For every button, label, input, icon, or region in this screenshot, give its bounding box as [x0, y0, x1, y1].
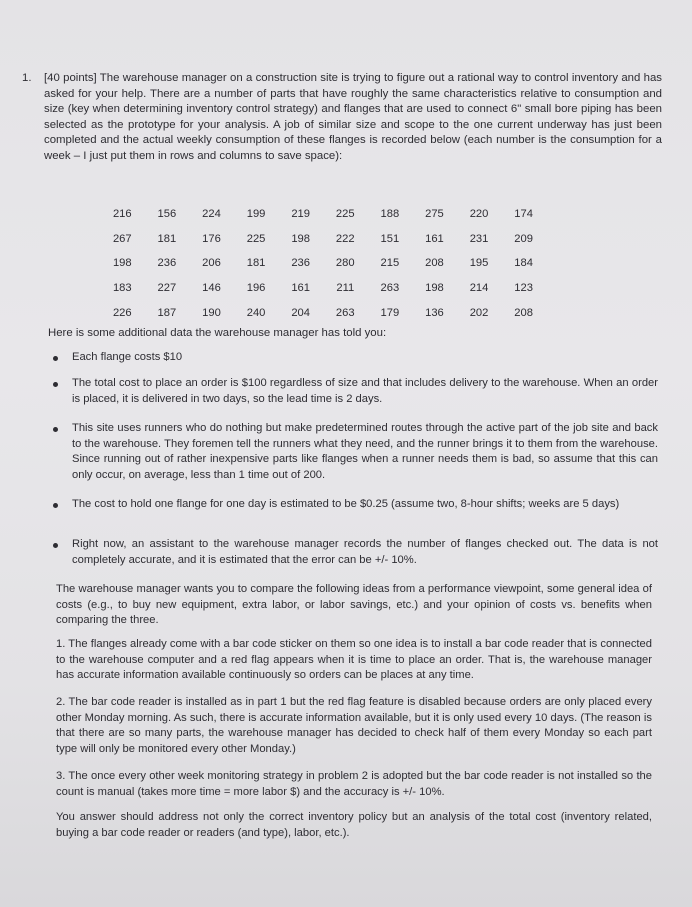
additional-data-intro: Here is some additional data the warehouse manager has told you:: [48, 327, 387, 339]
table-cell: 206: [202, 257, 221, 270]
bullet-text: The cost to hold one flange for one day is estimated to be $0.25 (assume two, 8-hour shifts; weeks are 5 days): [72, 498, 620, 510]
bullet-dot: [53, 543, 58, 548]
table-cell: 183: [112, 282, 132, 295]
bullet-dot: [53, 356, 58, 361]
table-cell: 184: [514, 257, 533, 270]
table-cell: 216: [112, 208, 132, 221]
table-cell: 156: [157, 208, 177, 221]
table-cell: 202: [469, 306, 489, 319]
table-cell: 214: [469, 282, 489, 295]
table-cell: 240: [246, 306, 266, 319]
bullet-text: The total cost to place an order is $100 regardless of size and that includes delivery to the warehouse. When an order is placed, it is delivered in two days, so the lead time is 2 days.: [72, 377, 658, 405]
table-cell: 198: [112, 257, 132, 270]
bullet-item: [48, 376, 658, 407]
table-cell: 275: [425, 208, 444, 221]
table-cell: 220: [469, 208, 489, 221]
table-cell: 225: [246, 232, 266, 245]
table-cell: 187: [157, 306, 177, 319]
table-cell: 190: [202, 306, 221, 319]
table-cell: 161: [425, 232, 444, 245]
table-cell: 198: [425, 282, 444, 295]
table-cell: 224: [202, 208, 221, 221]
table-cell: 181: [157, 232, 177, 245]
table-cell: 195: [469, 257, 489, 270]
table-cell: 231: [469, 232, 489, 245]
question-number: 1.: [22, 72, 32, 84]
table-cell: 196: [246, 282, 266, 295]
bullet-text: Right now, an assistant to the warehouse manager records the number of flanges checked out. The data is not completely accurate, and it is estimated that the error can be +/- 10%.: [72, 538, 658, 566]
table-cell: 146: [202, 282, 221, 295]
bullet-text: Each flange costs $10: [72, 351, 183, 363]
bullet-dot: [53, 382, 58, 387]
table-cell: 263: [335, 306, 355, 319]
question-text: [40 points] The warehouse manager on a construction site is trying to figure out a rational way to control inventory and has asked for your help. There are a number of parts that have roughly the same characteristics relative to consumption and size (key when determining inventory control strategy) and flanges that are used to connect 6" small bore piping has been selected as the prototype for your analysis. A job of similar size and scope to the one current underway has just been completed and the actual weekly consumption of these flanges is recorded below (each number is the consumption for a week – I just put them in rows and columns to save space):: [44, 72, 662, 162]
table-cell: 267: [112, 232, 132, 245]
bullet-dot: [53, 503, 58, 508]
table-cell: 136: [425, 306, 444, 319]
table-cell: 222: [335, 232, 355, 245]
table-cell: 174: [514, 208, 533, 221]
table-cell: 199: [246, 208, 266, 221]
idea-3: 3. The once every other week monitoring strategy in problem 2 is adopted but the bar code reader is not installed so the count is manual (takes more time = more labor $) and the accuracy is +/- 10%.: [56, 770, 652, 798]
bullet-item: [48, 350, 658, 366]
bullet-dot: [53, 427, 58, 432]
table-row: [100, 251, 546, 276]
bullet-item: [48, 421, 658, 483]
table-cell: 263: [380, 282, 400, 295]
table-cell: 226: [112, 306, 132, 319]
table-cell: 179: [380, 306, 400, 319]
table-cell: 215: [380, 257, 400, 270]
table-cell: 151: [380, 232, 400, 245]
table-cell: 280: [335, 257, 355, 270]
idea-2: 2. The bar code reader is installed as in part 1 but the red flag feature is disabled because orders are only placed every other Monday morning. As such, there is accurate information available, but it is only used every 10 days. (The reason is that there are so many parts, the warehouse manager has decided to check half of them every Monday so each part type will only be monitored every other Monday.): [56, 696, 652, 755]
table-cell: 236: [157, 257, 177, 270]
table-cell: 198: [291, 232, 310, 245]
table-cell: 227: [157, 282, 177, 295]
table-cell: 225: [335, 208, 355, 221]
table-cell: 209: [514, 232, 533, 245]
table-row: [100, 300, 546, 325]
idea-1: 1. The flanges already come with a bar code sticker on them so one idea is to install a bar code reader that is connected to the warehouse computer and a red flag appears when it is time to place an order. That is, the warehouse manager has accurate information available continuously so orders can be places at any time.: [56, 638, 652, 682]
closing-paragraph: You answer should address not only the correct inventory policy but an analysis of the total cost (inventory related, buying a bar code reader or readers (and type), labor, etc.).: [56, 811, 652, 839]
question-block: [22, 71, 662, 165]
table-cell: 208: [425, 257, 444, 270]
consumption-table: [100, 202, 546, 325]
table-row: [100, 202, 546, 227]
table-cell: 188: [380, 208, 400, 221]
bullet-item: [48, 537, 658, 568]
compare-paragraph: The warehouse manager wants you to compare the following ideas from a performance viewpoint, some general idea of costs (e.g., to buy new equipment, extra labor, or labor savings, etc.) and your opinion of costs vs. benefits when comparing the three.: [56, 583, 652, 627]
bullet-text: This site uses runners who do nothing but make predetermined routes through the active part of the job site and back to the warehouse. They foremen tell the runners what they need, and the runner brings it to them from the warehouse. Since running out of rather inexpensive parts like flanges when a runner needs them is bad, so assume that this can only occur, on average, less than 1 time out of 200.: [72, 422, 658, 481]
table-cell: 208: [514, 306, 533, 319]
table-cell: 204: [291, 306, 310, 319]
table-cell: 181: [246, 257, 266, 270]
table-cell: 161: [291, 282, 310, 295]
table-cell: 236: [291, 257, 310, 270]
table-cell: 123: [514, 282, 533, 295]
table-cell: 211: [336, 282, 355, 295]
table-cell: 219: [291, 208, 310, 221]
table-row: [100, 276, 546, 301]
table-cell: 176: [202, 232, 221, 245]
bullet-item: [48, 497, 658, 513]
table-row: [100, 227, 546, 252]
